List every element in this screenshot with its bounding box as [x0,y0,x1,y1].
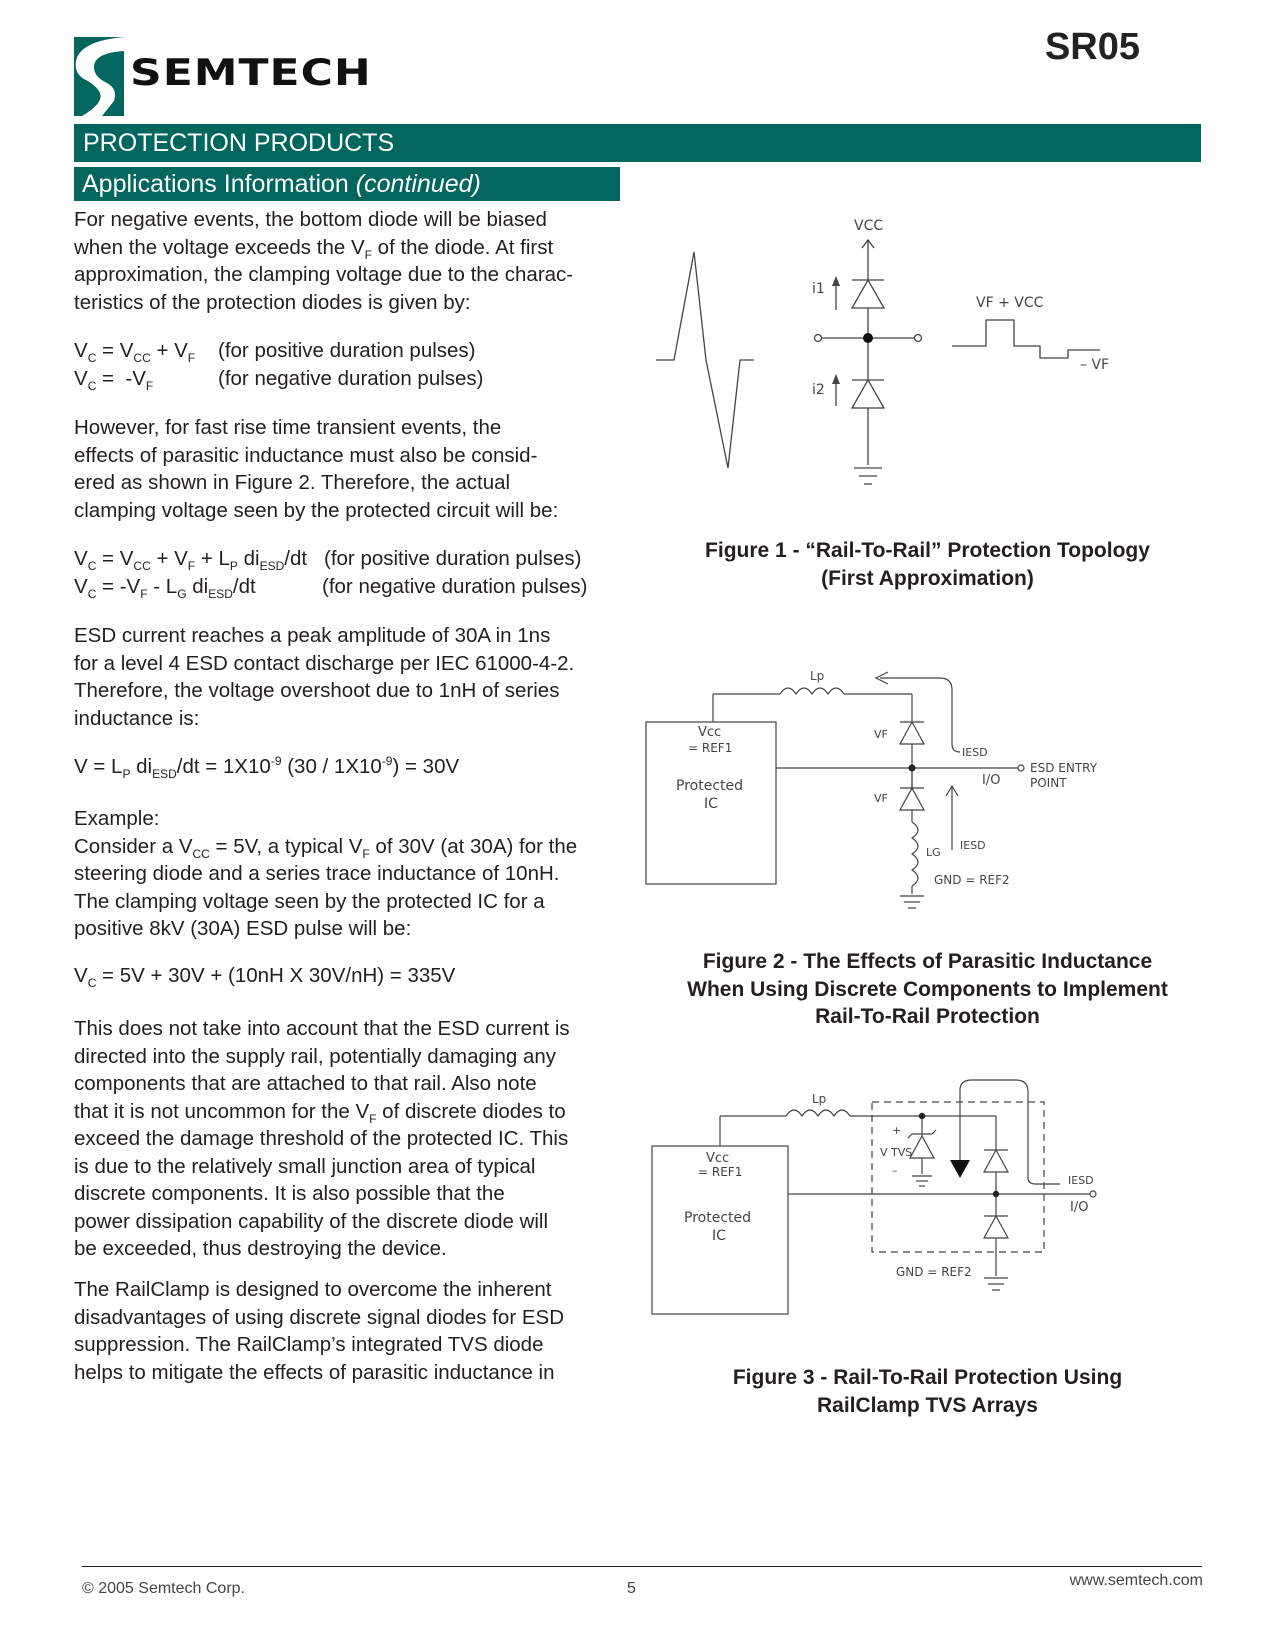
svg-text:VF: VF [874,728,888,741]
paragraph-esd-current: ESD current reaches a peak amplitude of 30A in 1ns for a level 4 ESD contact discharge per IEC 61000-4-2. Therefore, the voltage overshoot due to 1nH of series inductance is: [74,624,575,730]
svg-text:Protected: Protected [676,778,743,794]
equation-block-2: $V_C = V_{CC} + V_F + L_P$ $di_{ESD}/dt$ (for positive duration pulses) $V_C = -V_F - L_G$ $di_{ESD}/dt$ (for negative duration pulses) [74,547,588,601]
category-band: PROTECTION PRODUCTS [74,124,1201,162]
svg-text:= REF1: = REF1 [698,1165,743,1179]
paragraph-negative-events: For negative events, the bottom diode will be biased when the voltage exceeds the $V_F$ of the diode. At first approximation, the clamping voltage due to the charac- teristics of the protection diodes is given by: [74,208,574,314]
equation-example-result: $V_C = 5V + 30V + (10nH$ X 30V/nH) = 335V [74,964,456,991]
svg-text:LG: LG [926,846,941,859]
paragraph-railclamp: The RailClamp is designed to overcome the inherent disadvantages of using discrete signal diodes for ESD suppression. The RailClamp’s integrated TVS diode helps to mitigate the effects of parasitic inductance in [74,1278,565,1384]
svg-text:+: + [892,1124,902,1137]
svg-text:V TVS: V TVS [880,1146,913,1159]
footer-url[interactable]: www.semtech.com [1069,1572,1203,1589]
logo-wordmark: SEMTECH [130,52,372,94]
footer-page-number: 5 [627,1580,636,1597]
svg-text:POINT: POINT [1030,776,1067,790]
svg-text:I/O: I/O [982,773,1001,788]
section-suffix: (continued) [355,170,481,198]
footer-copyright: © 2005 Semtech Corp. [82,1580,245,1597]
figure-2-caption: Figure 2 - The Effects of Parasitic Inductance When Using Discrete Components to Implement Rail-To-Rail Protection [687,950,1168,1028]
figure-3-caption: Figure 3 - Rail-To-Rail Protection Using RailClamp TVS Arrays [732,1366,1123,1417]
svg-text:I/O: I/O [1070,1200,1089,1215]
svg-text:GND = REF2: GND = REF2 [934,873,1010,887]
svg-text:VCC: VCC [854,218,884,234]
equation-block-1: $V_C = V_{CC} + V_F$ (for positive duration pulses) $V_C = -V_F$ (for negative duration pulses) [74,339,484,393]
svg-text:Protected: Protected [684,1210,751,1226]
svg-text:VF: VF [874,792,888,805]
equation-overshoot: $V = L_P$ $di_{ESD}/dt = 1X10^{-9}$ $(30 / 1X10^{-9}) = 30V$ [74,754,460,782]
svg-text:Vcc: Vcc [698,725,722,740]
figure-1-caption: Figure 1 - “Rail-To-Rail” Protection Topology (First Approximation) [705,539,1150,590]
svg-text:i2: i2 [812,382,825,398]
svg-text:IC: IC [712,1228,726,1244]
semtech-logo-icon [74,37,124,116]
figure-1-diagram [650,210,1170,510]
svg-text:= REF1: = REF1 [688,741,733,755]
paragraph-parasitic: However, for fast rise time transient events, the effects of parasitic inductance must also be consid- ered as shown in Figure 2. Therefore, the actual clamping voltage seen by the protected circuit will be: [74,416,559,522]
section-title: Applications Information [82,170,349,198]
svg-text:Lp: Lp [812,1092,827,1106]
svg-text:IESD: IESD [1068,1174,1094,1187]
figure-2-diagram [640,662,1180,922]
paragraph-example: Example: Consider a $V_{CC} = 5V$, a typical $V_F$ of 30V (at 30A) for the steering diode and a series trace inductance of 10nH. The clamping voltage seen by the protected IC for a positive 8kV (30A) ESD pulse will be: [74,807,578,940]
svg-text:Lp: Lp [810,669,825,683]
footer-rule [82,1566,1202,1567]
svg-text:IESD: IESD [960,839,986,852]
svg-text:– VF: – VF [1080,357,1110,373]
svg-text:ESD ENTRY: ESD ENTRY [1030,761,1098,775]
svg-text:GND = REF2: GND = REF2 [896,1265,972,1279]
svg-text:–: – [892,1164,898,1177]
svg-text:VF + VCC: VF + VCC [976,295,1044,311]
part-number: SR05 [1044,26,1140,68]
svg-text:IC: IC [704,796,718,812]
svg-text:IESD: IESD [962,746,988,759]
figure-3-diagram [646,1076,1166,1366]
section-header [74,167,620,201]
paragraph-esd-rail: This does not take into account that the ESD current is directed into the supply rail, potentially damaging any components that are attached to that rail. Also note that it is not uncommon for the $V_F$ of discrete diodes to exceed the damage threshold of the protected IC. This is due to the relatively small junction area of typical discrete components. It is also possible that the power dissipation capability of the discrete diode will be exceeded, thus destroying the device. [74,1017,570,1260]
svg-text:i1: i1 [812,281,825,297]
svg-text:Vcc: Vcc [706,1151,730,1166]
